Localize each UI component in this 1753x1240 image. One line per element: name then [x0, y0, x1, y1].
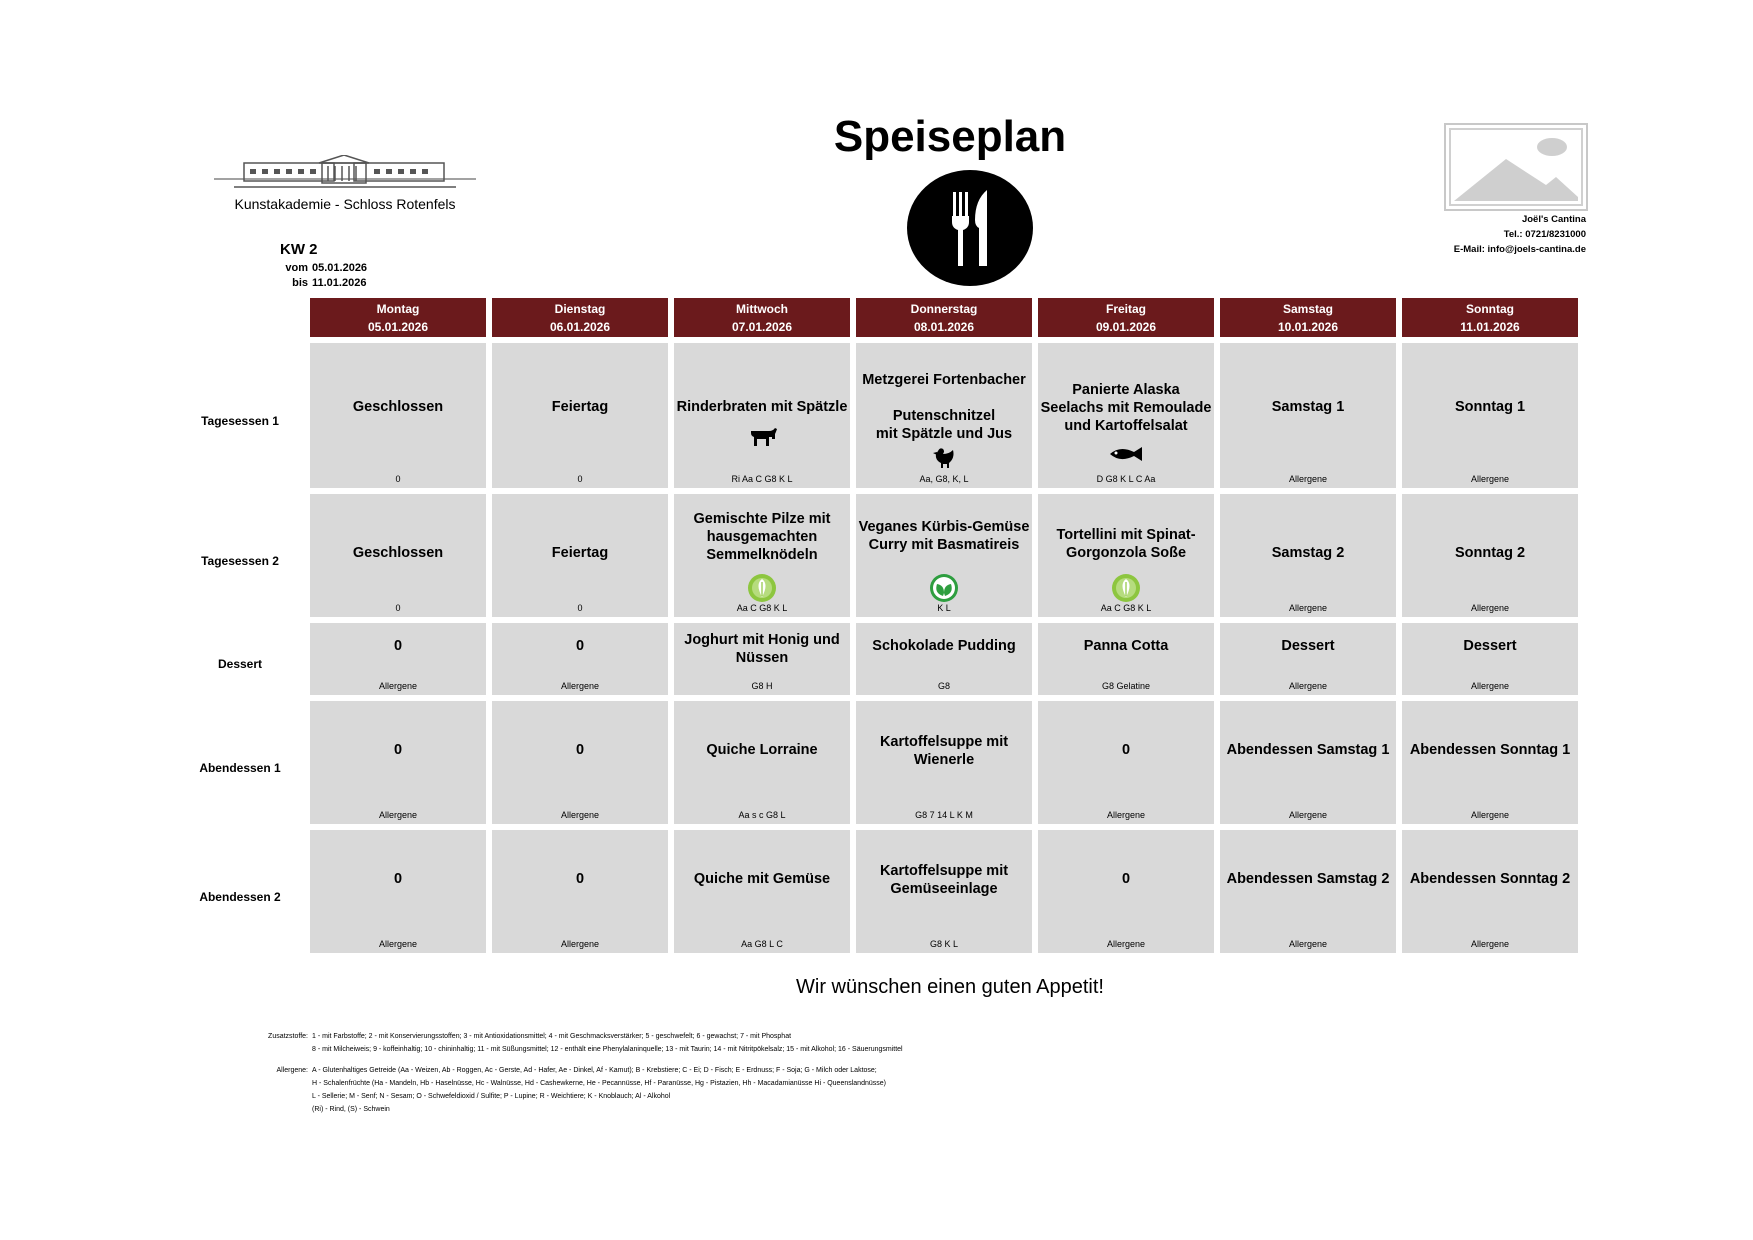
- allergen-codes: 0: [395, 474, 401, 484]
- to-label: bis: [292, 277, 308, 289]
- menu-cell: [674, 830, 850, 953]
- menu-cell: [1038, 494, 1214, 617]
- greeting: Wir wünschen einen guten Appetit!: [796, 976, 1104, 998]
- additives-line: 1 - mit Farbstoffe; 2 - mit Konservierungsstoffen; 3 - mit Antioxidationsmittel; 4 - mit Geschmacksverstärker; 5 - geschwefelt; 6 - gewachst; 7 - mit Phosphat: [312, 1033, 792, 1040]
- dish-name: Geschlossen: [352, 545, 444, 561]
- allergen-codes: Allergene: [560, 810, 600, 820]
- allergen-codes: G8 Gelatine: [1101, 681, 1151, 691]
- day-date: 05.01.2026: [367, 320, 429, 334]
- dish-name: Veganes Kürbis-Gemüse Curry mit Basmatireis: [858, 519, 1030, 553]
- dish-name: Abendessen Samstag 2: [1226, 871, 1390, 887]
- legend: [260, 1030, 903, 1124]
- contact-block: [1380, 212, 1586, 257]
- allergen-codes: G8: [937, 681, 950, 691]
- fish-icon: [1038, 445, 1214, 463]
- vegetarian-icon: [674, 572, 850, 604]
- allergen-codes: Allergene: [1470, 474, 1510, 484]
- allergens-line: H - Schalenfrüchte (Ha - Mandeln, Hb - Haselnüsse, Hc - Walnüsse, Hd - Cashewkerne, He - Pecannüsse, Hf - Paranüsse, Hg - Pistazien, Hh - Macadamianüsse Hi - Queenslandnüsse): [312, 1080, 886, 1087]
- dish-name: Feiertag: [551, 399, 609, 415]
- menu-cell: [1402, 494, 1578, 617]
- cutlery-icon: [907, 170, 1033, 286]
- allergens-line: L - Sellerie; M - Senf; N - Sesam; O - Schwefeldioxid / Sulfite; P - Lupine; R - Weichtiere; K - Knoblauch; Al - Alkohol: [312, 1093, 671, 1100]
- contact-email: E-Mail: info@joels-cantina.de: [1453, 244, 1586, 255]
- row-label: Dessert: [217, 657, 263, 671]
- dish-name: Dessert: [1281, 638, 1335, 654]
- day-name: Donnerstag: [910, 302, 978, 316]
- dish-name: 0: [575, 742, 585, 758]
- allergen-codes: G8 H: [751, 681, 773, 691]
- allergens-label: Allergene:: [276, 1067, 308, 1074]
- allergen-codes: Allergene: [1106, 810, 1146, 820]
- image-placeholder-icon: [1444, 123, 1588, 211]
- allergen-codes: Allergene: [1288, 603, 1328, 613]
- day-header: [1038, 298, 1214, 337]
- menu-cell: [674, 623, 850, 695]
- day-header: [1220, 298, 1396, 337]
- allergen-codes: 0: [395, 603, 401, 613]
- menu-cell: [492, 830, 668, 953]
- day-header: [310, 298, 486, 337]
- allergens-line: (Ri) - Rind, (S) - Schwein: [312, 1106, 390, 1113]
- menu-cell: [492, 343, 668, 488]
- dish-name: Quiche Lorraine: [706, 742, 818, 758]
- allergen-codes: Aa C G8 K L: [736, 603, 788, 613]
- allergen-codes: Ri Aa C G8 K L: [731, 474, 793, 484]
- day-date: 06.01.2026: [549, 320, 611, 334]
- menu-cell: [1402, 623, 1578, 695]
- dish-name: Samstag 1: [1271, 399, 1345, 415]
- menu-cell: [1220, 623, 1396, 695]
- row-label: Abendessen 1: [199, 760, 281, 775]
- dish-name: Dessert: [1463, 638, 1517, 654]
- day-date: 11.01.2026: [1460, 320, 1520, 334]
- allergen-codes: Allergene: [378, 810, 418, 820]
- menu-cell: [492, 701, 668, 824]
- menu-cell: [1038, 623, 1214, 695]
- menu-cell: [856, 623, 1032, 695]
- day-name: Montag: [376, 302, 420, 316]
- dish-name: Schokolade Pudding: [872, 638, 1016, 654]
- week-number: KW 2: [280, 241, 318, 258]
- menu-cell: [1220, 343, 1396, 488]
- dish-name: Panna Cotta: [1083, 638, 1169, 654]
- dish-name: 0: [393, 638, 403, 654]
- menu-cell: [310, 701, 486, 824]
- week-range: [260, 261, 367, 291]
- dish-name: Joghurt mit Honig und Nüssen: [684, 632, 840, 666]
- allergen-codes: Allergene: [1470, 939, 1510, 949]
- allergens-line: A - Glutenhaltiges Getreide (Aa - Weizen, Ab - Roggen, Ac - Gerste, Ad - Hafer, Ae - Dinkel, Af - Kamut); B - Krebstiere; C - Ei; D - Fisch; E - Erdnuss; F - Soja; G - Milch oder Laktose;: [312, 1067, 877, 1074]
- day-date: 07.01.2026: [731, 320, 793, 334]
- menu-cell: [1038, 830, 1214, 953]
- chicken-icon: [856, 445, 1032, 473]
- cow-icon: [674, 425, 850, 449]
- dish-name: Sonntag 1: [1454, 399, 1526, 415]
- menu-cell: [856, 830, 1032, 953]
- allergen-codes: K L: [937, 603, 951, 613]
- dish-name: 0: [1121, 871, 1131, 887]
- day-header: [674, 298, 850, 337]
- allergen-codes: Allergene: [378, 681, 418, 691]
- menu-cell: [310, 494, 486, 617]
- dish-name: Kartoffelsuppe mit Wienerle: [879, 734, 1009, 768]
- allergen-codes: Allergene: [1106, 939, 1146, 949]
- dish-name: Feiertag: [551, 545, 609, 561]
- allergen-codes: Allergene: [1288, 810, 1328, 820]
- allergen-codes: Allergene: [1470, 603, 1510, 613]
- menu-cell: [1402, 830, 1578, 953]
- day-date: 08.01.2026: [913, 320, 975, 334]
- day-name: Mittwoch: [736, 302, 788, 316]
- additives-line: 8 - mit Milcheiweis; 9 - koffeinhaltig; 10 - chininhaltig; 11 - mit Süßungsmittel; 12 - enthält eine Phenylalaninquelle; 13 - mit Taurin; 14 - mit Nitritpökelsalz; 15 - mit Alkohol; 16 - Säuerungsmittel: [312, 1046, 903, 1053]
- allergen-codes: D G8 K L C Aa: [1096, 474, 1156, 484]
- dish-name: 0: [1121, 742, 1131, 758]
- additives-label: Zusatzstoffe:: [268, 1033, 308, 1040]
- day-date: 09.01.2026: [1095, 320, 1157, 334]
- dish-name: 0: [393, 742, 403, 758]
- menu-cell: [1220, 830, 1396, 953]
- vegetarian-icon: [1038, 572, 1214, 604]
- menu-cell: [492, 623, 668, 695]
- row-label: Tagesessen 1: [201, 413, 279, 428]
- contact-name: Joël's Cantina: [1521, 214, 1586, 225]
- dish-name: 0: [575, 638, 585, 654]
- menu-cell: [310, 830, 486, 953]
- dish-name: Panierte Alaska Seelachs mit Remoulade und Kartoffelsalat: [1040, 382, 1212, 434]
- allergen-codes: 0: [577, 474, 583, 484]
- vegan-icon: [856, 572, 1032, 604]
- dish-name: Rinderbraten mit Spätzle: [676, 399, 848, 415]
- dish-name: Abendessen Samstag 1: [1226, 742, 1390, 758]
- dish-name: 0: [575, 871, 585, 887]
- allergen-codes: Allergene: [1288, 939, 1328, 949]
- day-name: Dienstag: [554, 302, 606, 316]
- day-name: Samstag: [1282, 302, 1334, 316]
- dish-name: Kartoffelsuppe mit Gemüseeinlage: [879, 863, 1009, 897]
- allergen-codes: Allergene: [1470, 810, 1510, 820]
- allergen-codes: G8 K L: [929, 939, 958, 949]
- row-label: Abendessen 2: [199, 889, 281, 904]
- menu-cell: [856, 494, 1032, 617]
- dish-name: Tortellini mit Spinat-Gorgonzola Soße: [1056, 527, 1196, 561]
- day-header: [856, 298, 1032, 337]
- allergen-codes: G8 7 14 L K M: [915, 810, 973, 820]
- allergen-codes: Allergene: [560, 681, 600, 691]
- day-name: Freitag: [1105, 302, 1146, 316]
- day-name: Sonntag: [1466, 302, 1514, 316]
- menu-cell: [856, 343, 1032, 488]
- allergen-codes: Allergene: [378, 939, 418, 949]
- from-date: 05.01.2026: [312, 262, 368, 274]
- allergen-codes: Aa, G8, K, L: [919, 474, 969, 484]
- allergen-codes: Allergene: [1288, 681, 1328, 691]
- menu-cell: [856, 701, 1032, 824]
- day-header: [492, 298, 668, 337]
- menu-cell: [492, 494, 668, 617]
- menu-cell: [1220, 701, 1396, 824]
- menu-cell: [1038, 701, 1214, 824]
- dish-name: Quiche mit Gemüse: [693, 871, 831, 887]
- dish-name: Gemischte Pilze mit hausgemachten Semmelknödeln: [693, 511, 831, 563]
- dish-name: Geschlossen: [352, 399, 444, 415]
- dish-name: Sonntag 2: [1454, 545, 1526, 561]
- allergen-codes: Aa s c G8 L: [738, 810, 786, 820]
- menu-cell: [310, 343, 486, 488]
- dish-name: Samstag 2: [1271, 545, 1345, 561]
- dish-name: Metzgerei Fortenbacher Putenschnitzel mit Spätzle und Jus: [862, 372, 1026, 442]
- contact-phone: Tel.: 0721/8231000: [1503, 229, 1586, 240]
- menu-cell: [674, 494, 850, 617]
- dish-name: 0: [393, 871, 403, 887]
- dish-name: Abendessen Sonntag 1: [1409, 742, 1571, 758]
- allergen-codes: Aa G8 L C: [741, 939, 783, 949]
- allergen-codes: 0: [577, 603, 583, 613]
- menu-cell: [310, 623, 486, 695]
- from-label: vom: [285, 262, 308, 274]
- menu-cell: [1402, 701, 1578, 824]
- dish-name: Abendessen Sonntag 2: [1409, 871, 1571, 887]
- menu-cell: [674, 343, 850, 488]
- row-label: Tagesessen 2: [201, 553, 279, 568]
- menu-cell: [674, 701, 850, 824]
- allergen-codes: Allergene: [560, 939, 600, 949]
- allergen-codes: Aa C G8 K L: [1100, 603, 1152, 613]
- allergen-codes: Allergene: [1288, 474, 1328, 484]
- allergen-codes: Allergene: [1470, 681, 1510, 691]
- menu-cell: [1220, 494, 1396, 617]
- page-title: Speiseplan: [833, 112, 1067, 161]
- day-date: 10.01.2026: [1277, 320, 1339, 334]
- menu-cell: [1402, 343, 1578, 488]
- menu-cell: [1038, 343, 1214, 488]
- to-date: 11.01.2026: [312, 277, 367, 289]
- institution-name: Kunstakademie - Schloss Rotenfels: [234, 196, 456, 212]
- day-header: [1402, 298, 1578, 337]
